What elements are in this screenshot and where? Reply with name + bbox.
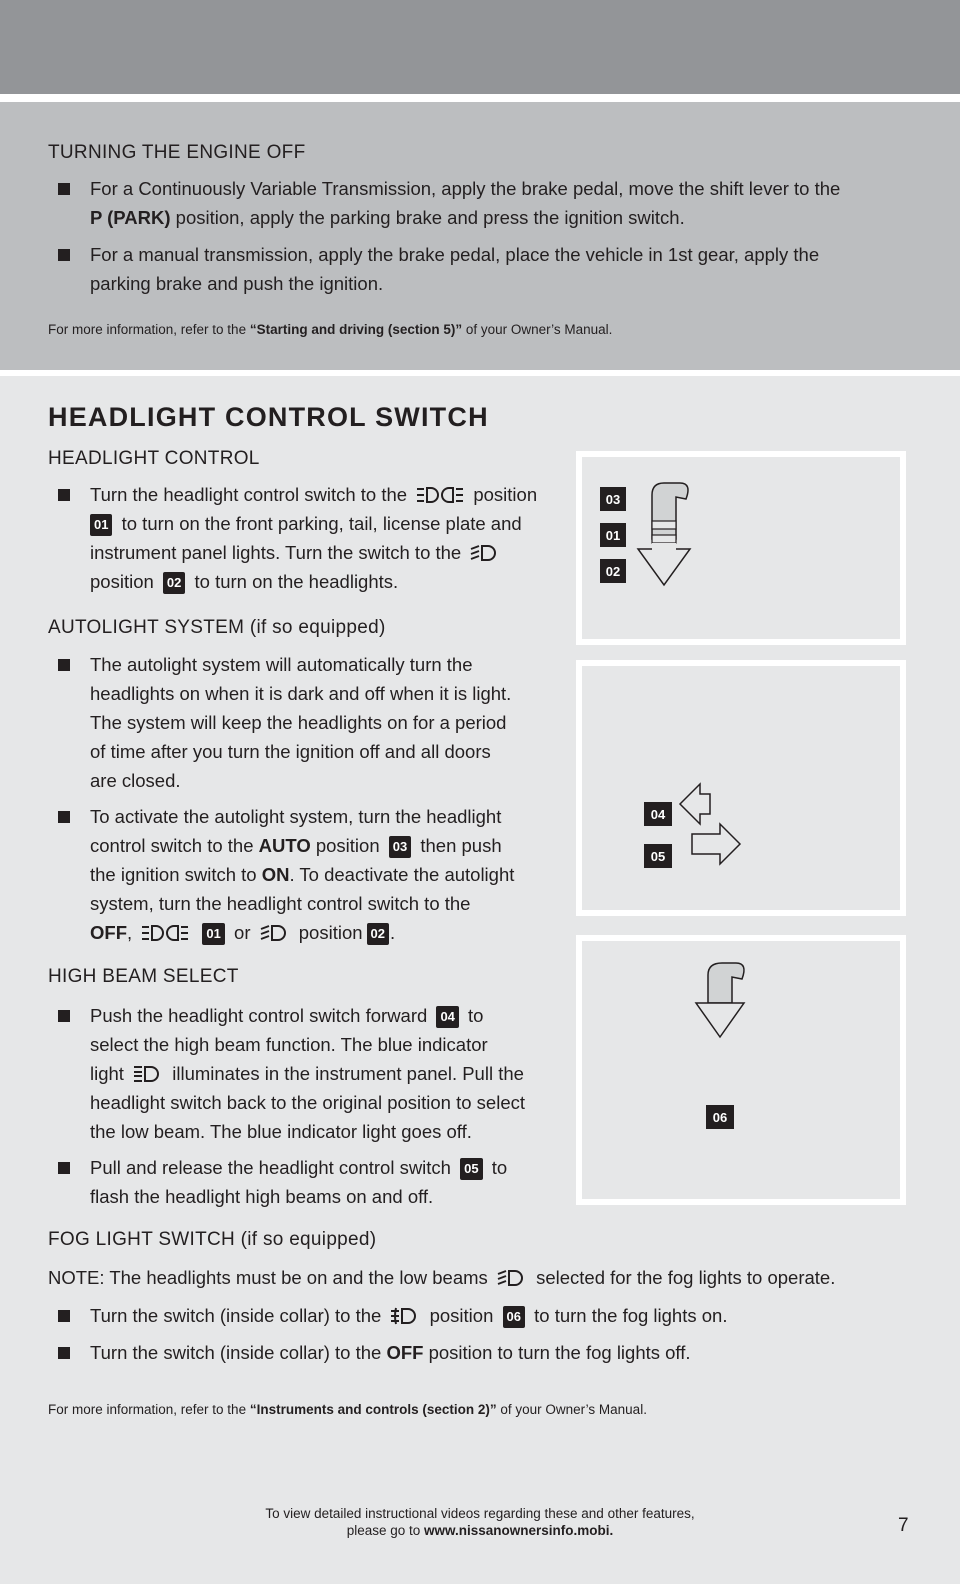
position-badge-01: 01 <box>90 514 112 536</box>
position-badge-02: 02 <box>163 572 185 594</box>
bullet-text: Push the headlight control switch forward 04 to select the high beam function. The blue indicator light illuminates in the instrument panel. Pull the headlight switch back to the original position to select the low beam. The blue indicator light goes off. <box>90 1005 526 1142</box>
bullet-square-icon <box>58 1310 70 1322</box>
high-beam-heading: HIGH BEAM SELECT <box>48 966 239 987</box>
figure-1-illustration <box>582 457 900 639</box>
position-badge-04: 04 <box>436 1006 458 1028</box>
figure-3-illustration <box>582 941 900 1199</box>
bullet-text: To activate the autolight system, turn the headlight control switch to the AUTO position 03 then push the ignition switch to ON. To deactivate the autolight system, turn the headlight control switch to the OFF, 01 or position 02 . <box>90 806 515 943</box>
autolight-bullet-2 <box>58 802 558 947</box>
bullet-square-icon <box>58 1347 70 1359</box>
headlight-control-bullet <box>58 480 558 596</box>
header-band <box>0 0 960 94</box>
autolight-bullet-1 <box>58 650 558 795</box>
bullet-square-icon <box>58 183 70 195</box>
bullet-text: Turn the headlight control switch to the position 01 to turn on the front parking, tail, license plate and instrument panel lights. Turn the switch to the position 02 to turn on the headlights. <box>90 484 538 592</box>
bullet-square-icon <box>58 811 70 823</box>
figure-badge-04-label: 04 <box>650 807 666 822</box>
fog-note: NOTE: The headlights must be on and the low beams selected for the fog lights to operate. <box>48 1267 836 1288</box>
figure-fog-light-collar <box>576 935 906 1205</box>
figure-badge-05-label: 05 <box>650 849 666 864</box>
fog-bullet-off <box>58 1338 918 1367</box>
bullet-text: Turn the switch (inside collar) to the OFF position to turn the fog lights off. <box>90 1342 691 1363</box>
bullet-square-icon <box>58 1010 70 1022</box>
fog-bullet-on <box>58 1301 918 1330</box>
position-badge-01: 01 <box>202 923 224 945</box>
figure-badge-02-label: 02 <box>605 564 621 579</box>
figure-high-beam-push-pull <box>576 660 906 916</box>
off-label: OFF <box>90 922 127 943</box>
footer-note: To view detailed instructional videos regarding these and other features, please go to www.nissanownersinfo.mobi. <box>265 1506 695 1538</box>
fog-light-icon <box>390 1307 420 1325</box>
headlight-control-heading: HEADLIGHT CONTROL <box>48 448 260 469</box>
panel-divider <box>0 370 960 376</box>
position-badge-05: 05 <box>460 1158 482 1180</box>
position-badge-06: 06 <box>503 1306 525 1328</box>
fog-heading: FOG LIGHT SWITCH (if so equipped) <box>48 1229 377 1250</box>
reference-title: “Starting and driving (section 5)” <box>249 322 463 337</box>
high-beam-indicator-icon <box>133 1065 163 1083</box>
bullet-square-icon <box>58 659 70 671</box>
switch-lever-illustration <box>638 483 690 585</box>
park-label: P (PARK) <box>90 207 171 228</box>
engine-off-bullet-manual <box>58 240 918 298</box>
footer-link[interactable]: www.nissanownersinfo.mobi. <box>424 1523 614 1538</box>
auto-label: AUTO <box>258 835 311 856</box>
figure-badge-03-label: 03 <box>605 492 621 507</box>
page-title: HEADLIGHT CONTROL SWITCH <box>48 402 489 432</box>
parking-lights-icon <box>416 486 464 504</box>
reference-title: “Instruments and controls (section 2)” <box>249 1402 497 1417</box>
figure-badge-01-label: 01 <box>605 528 621 543</box>
on-label: ON <box>261 864 290 885</box>
bullet-text: Pull and release the headlight control switch 05 to flash the headlight high beams on and off. <box>90 1157 508 1207</box>
bullet-square-icon <box>58 489 70 501</box>
bullet-text: For a Continuously Variable Transmission, apply the brake pedal, move the shift lever to the P (PARK) position, apply the parking brake and press the ignition switch. <box>90 178 841 228</box>
bullet-text: The autolight system will automatically turn the headlights on when it is dark and off when it is light. The system will keep the headlights on for a period of time after you turn the ignition off and all doors are closed. <box>90 654 512 791</box>
bullet-text: Turn the switch (inside collar) to the position 06 to turn the fog lights on. <box>90 1305 728 1326</box>
high-beam-bullet-1 <box>58 1001 568 1146</box>
header-divider <box>0 94 960 102</box>
pull-back-arrow <box>692 824 740 864</box>
fog-collar-illustration <box>696 963 744 1037</box>
engine-off-heading: TURNING THE ENGINE OFF <box>48 142 306 163</box>
headlight-low-beam-icon <box>470 544 500 562</box>
headlight-low-beam-icon <box>497 1269 527 1287</box>
figure-headlight-switch-positions <box>576 451 906 645</box>
push-forward-arrow <box>680 784 710 824</box>
page-number: 7 <box>898 1515 909 1536</box>
high-beam-bullet-2 <box>58 1153 568 1211</box>
engine-off-reference-note: For more information, refer to the “Starting and driving (section 5)” of your Owner’s Manual. <box>48 322 613 337</box>
figure-badge-06-label: 06 <box>712 1110 728 1125</box>
position-badge-02: 02 <box>367 923 389 945</box>
figure-2-illustration <box>582 666 900 910</box>
bullet-square-icon <box>58 249 70 261</box>
engine-off-bullet-cvt <box>58 174 918 232</box>
parking-lights-icon <box>141 924 189 942</box>
headlight-low-beam-icon <box>260 924 290 942</box>
bullet-text: For a manual transmission, apply the brake pedal, place the vehicle in 1st gear, apply the parking brake and push the ignition. <box>90 244 820 294</box>
position-badge-03: 03 <box>389 836 411 858</box>
bullet-square-icon <box>58 1162 70 1174</box>
autolight-heading: AUTOLIGHT SYSTEM (if so equipped) <box>48 617 386 638</box>
off-label: OFF <box>386 1342 424 1363</box>
section-reference-note: For more information, refer to the “Instruments and controls (section 2)” of your Owner’s Manual. <box>48 1402 647 1417</box>
